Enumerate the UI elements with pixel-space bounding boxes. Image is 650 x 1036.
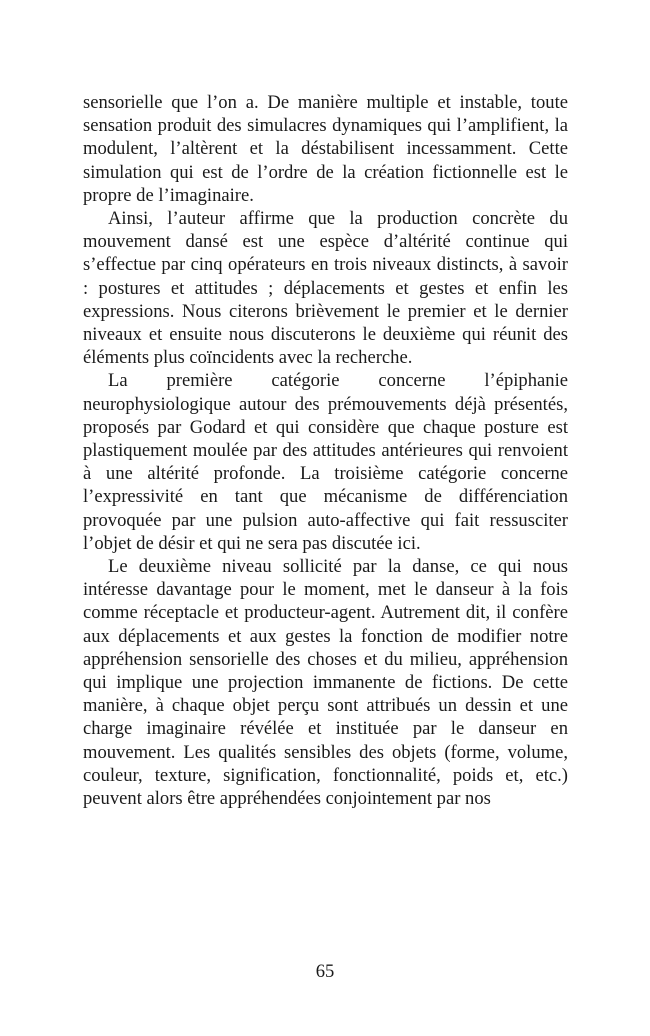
paragraph-continued: sensorielle que l’on a. De manière multiple et instable, toute sensation produit des simulacres dynamiques qui l’amplifient, la modulent, l’altèrent et la déstabilisent incessamment. Cette simulation qui est de l’ordre de la création fictionnelle est le propre de l’imaginaire. <box>83 92 568 206</box>
page-number: 65 <box>315 961 335 982</box>
body-text <box>83 91 568 810</box>
paragraph: La première catégorie concerne l’épiphanie neurophysiologique autour des prémouvements déjà présentés, proposés par Godard et qui considère que chaque posture est plastiquement moulée par des attitudes antérieures qui renvoient à une altérité profonde. La troisième catégorie concerne l’expressivité en tant que mécanisme de différenciation provoquée par une pulsion auto-affective qui fait ressusciter l’objet de désir et qui ne sera pas discutée ici. <box>83 370 568 554</box>
paragraph: Le deuxième niveau sollicité par la danse, ce qui nous intéresse davantage pour le moment, met le danseur à la fois comme réceptacle et producteur-agent. Autrement dit, il confère aux déplacements et aux gestes la fonction de modifier notre appréhension sensorielle des choses et du milieu, appréhension qui implique une projection immanente de fictions. De cette manière, à chaque objet perçu sont attribués un dessin et une charge imaginaire révélée et instituée par le danseur en mouvement. Les qualités sensibles des objets (forme, volume, couleur, texture, signification, fonctionnalité, poids et, etc.) peuvent alors être appréhendées conjointement par nos <box>83 556 568 810</box>
paragraph: Ainsi, l’auteur affirme que la production concrète du mouvement dansé est une espèce d’altérité continue qui s’effectue par cinq opérateurs en trois niveaux distincts, à savoir : postures et attitudes ; déplacements et gestes et enfin les expressions. Nous citerons brièvement le premier et le dernier niveaux et ensuite nous discuterons le deuxième qui réunit des éléments plus coïncidents avec la recherche. <box>83 208 568 369</box>
